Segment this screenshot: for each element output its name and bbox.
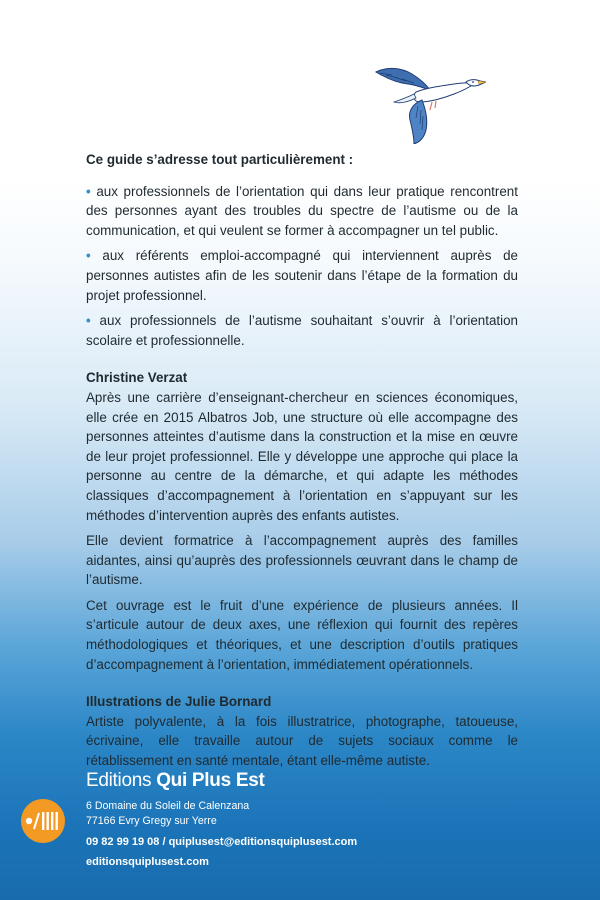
intro-heading: Ce guide s’adresse tout particulièrement : xyxy=(86,152,354,167)
publisher-address-line2: 77166 Evry Gregy sur Yerre xyxy=(86,815,217,827)
publisher-contact: 09 82 99 19 08 / quiplusest@editionsquiplusest.com xyxy=(86,836,358,848)
publisher-website: editionsquiplusest.com xyxy=(86,856,209,868)
illustrator-text: Artiste polyvalente, à la fois illustratrice, photographe, tatoueuse, écrivaine, elle travaille autour de sujets sociaux comme le rétablissement en santé mentale, étant elle-même autiste. xyxy=(86,713,518,769)
publisher-name-part2: Qui Plus Est xyxy=(156,770,265,791)
list-item xyxy=(86,311,518,350)
list-item xyxy=(86,246,518,305)
list-item xyxy=(86,182,518,241)
bullet-icon: • xyxy=(86,248,91,264)
author-paragraph: Après une carrière d’enseignant-chercheur en sciences économiques, elle crée en 2015 Albatros Job, une structure où elle accompagne des personnes atteintes d’autisme dans la construction et la mise en œuvre de leur projet professionnel. Elle y développe une approche qui place la personne au centre de la démarche, et qui adapte les méthodes classiques d’accompagnement à l’orientation en s’appuyant sur les méthodes d’intervention auprès des enfants autistes. xyxy=(86,389,518,523)
albatross-illustration xyxy=(368,58,486,144)
illustrator-title: Illustrations de Julie Bornard xyxy=(86,694,272,710)
author-paragraph: Elle devient formatrice à l’accompagnement auprès des familles aidantes, ainsi qu’auprès des professionnels œuvrant dans le champ de l’autisme. xyxy=(86,533,518,588)
list-item-text: aux professionnels de l’autisme souhaitant s’ouvrir à l’orientation scolaire et professionnelle. xyxy=(86,313,518,348)
list-item-text: aux professionnels de l’orientation qui dans leur pratique rencontrent des personnes ayant des troubles du spectre de l’autisme ou de la communication, et qui veulent se former à accompagner un tel public. xyxy=(86,183,518,238)
publisher-name xyxy=(86,770,265,792)
publisher-name-part1: Editions xyxy=(86,770,157,791)
publisher-address-line1: 6 Domaine du Soleil de Calenzana xyxy=(86,800,250,812)
list-item-text: aux référents emploi-accompagné qui interviennent auprès de personnes autistes afin de les soutenir dans l’étape de la formation du projet professionnel. xyxy=(86,248,518,303)
author-name: Christine Verzat xyxy=(86,370,188,386)
back-cover-text xyxy=(86,150,518,771)
bullet-icon: • xyxy=(86,183,91,199)
bullet-icon: • xyxy=(86,313,91,329)
author-paragraph: Cet ouvrage est le fruit d’une expérience de plusieurs années. Il s’articule autour de deux axes, une réflexion qui fournit des repères méthodologiques et théoriques, et une description d’outils pratiques d’accompagnement à l’orientation, immédiatement opérationnels. xyxy=(86,597,518,672)
publisher-logo-icon xyxy=(20,798,66,844)
